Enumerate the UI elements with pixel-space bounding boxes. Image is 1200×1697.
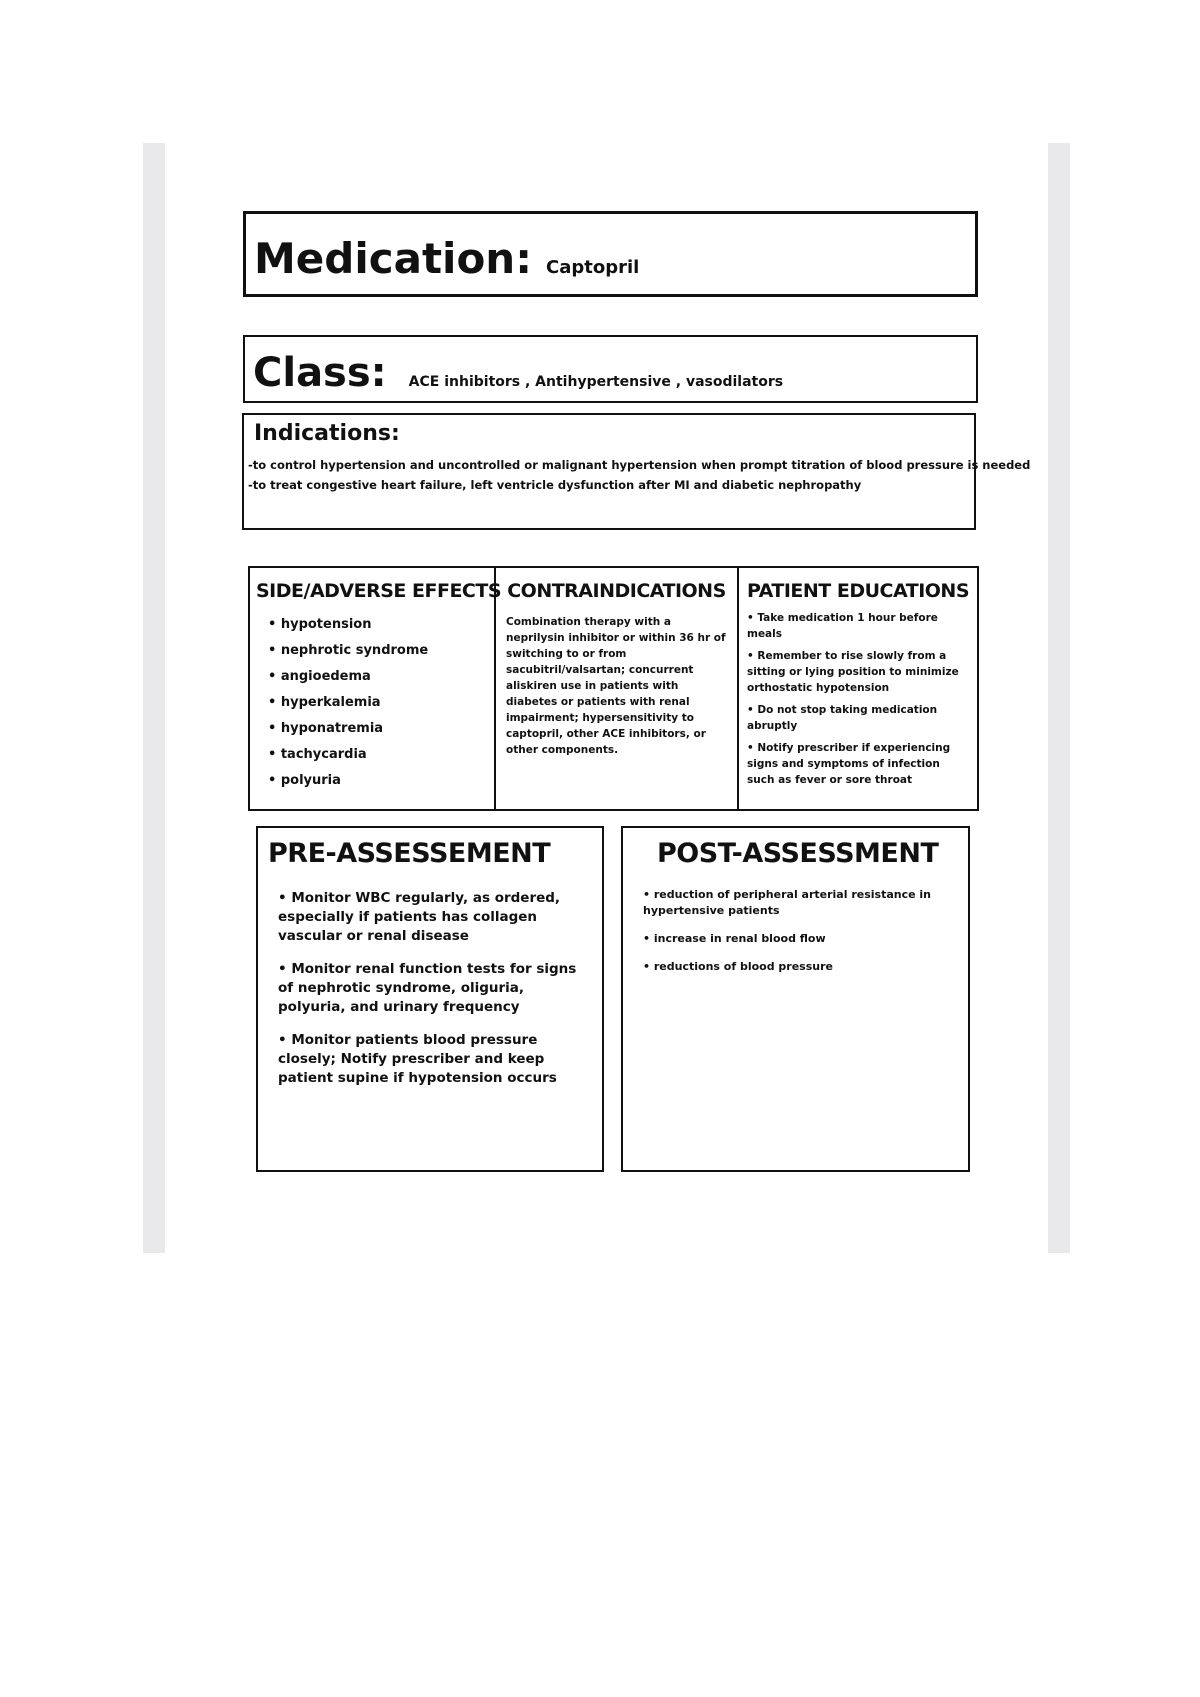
indications-title: Indications: [254,421,400,446]
indications-list [248,455,1030,495]
post-assessment-list [623,887,968,975]
pre-assessment-title: PRE-ASSESSEMENT [268,838,551,869]
medication-value: Captopril [546,257,640,278]
contraindications-text: Combination therapy with a neprilysin inhibitor or within 36 hr of switching to or from sacubitril/valsartan; concurrent aliskiren use in patients with diabetes or patients with renal impairment; hypersensitivity to captopril, other ACE inhibitors, or other components. [506,616,726,756]
list-item: • nephrotic syndrome [268,638,486,664]
list-item: • angioedema [268,664,486,690]
medication-label: Medication: [254,234,533,283]
indications-box [242,413,1031,530]
list-item: • Take medication 1 hour before meals [747,610,969,642]
list-item: • Monitor patients blood pressure closely; Notify prescriber and keep patient supine if hypotension occurs [278,1031,588,1088]
indication-item: -to treat congestive heart failure, left ventricle dysfunction after MI and diabetic nephropathy [248,478,862,492]
list-item: • Do not stop taking medication abruptly [747,702,969,734]
list-item: • polyuria [268,768,486,794]
list-item: • increase in renal blood flow [643,931,954,947]
medication-box [243,211,978,297]
post-assessment-box [621,826,970,1172]
class-label: Class: [253,350,387,396]
class-box [243,335,978,403]
side-effects-title: SIDE/ADVERSE EFFECTS [256,580,502,602]
list-item: • Monitor renal function tests for signs of nephrotic syndrome, oliguria, polyuria, and urinary frequency [278,960,588,1017]
contraindications-title: CONTRAINDICATIONS [507,580,726,602]
list-item: • reduction of peripheral arterial resistance in hypertensive patients [643,887,954,919]
list-item: • tachycardia [268,742,486,768]
patient-education-column [737,568,977,809]
pre-assessment-box [256,826,604,1172]
side-effects-list [250,612,494,794]
class-value: ACE inhibitors , Antihypertensive , vasodilators [408,374,784,390]
list-item: • hypotension [268,612,486,638]
list-item: • Notify prescriber if experiencing signs and symptoms of infection such as fever or sore throat [747,740,969,788]
list-item: • Remember to rise slowly from a sitting or lying position to minimize orthostatic hypotension [747,648,969,696]
list-item: • Monitor WBC regularly, as ordered, especially if patients has collagen vascular or renal disease [278,889,588,946]
side-effects-column [250,568,502,809]
indication-item: -to control hypertension and uncontrolled or malignant hypertension when prompt titration of blood pressure is needed [248,458,1031,472]
list-item: • hyponatremia [268,716,486,742]
list-item: • hyperkalemia [268,690,486,716]
patient-education-list [739,610,977,788]
patient-education-title: PATIENT EDUCATIONS [746,580,969,602]
three-column-box [248,566,979,811]
post-assessment-title: POST-ASSESSMENT [657,838,939,869]
list-item: • reductions of blood pressure [643,959,954,975]
pre-assessment-list [258,889,602,1088]
contraindications-column [494,568,737,809]
